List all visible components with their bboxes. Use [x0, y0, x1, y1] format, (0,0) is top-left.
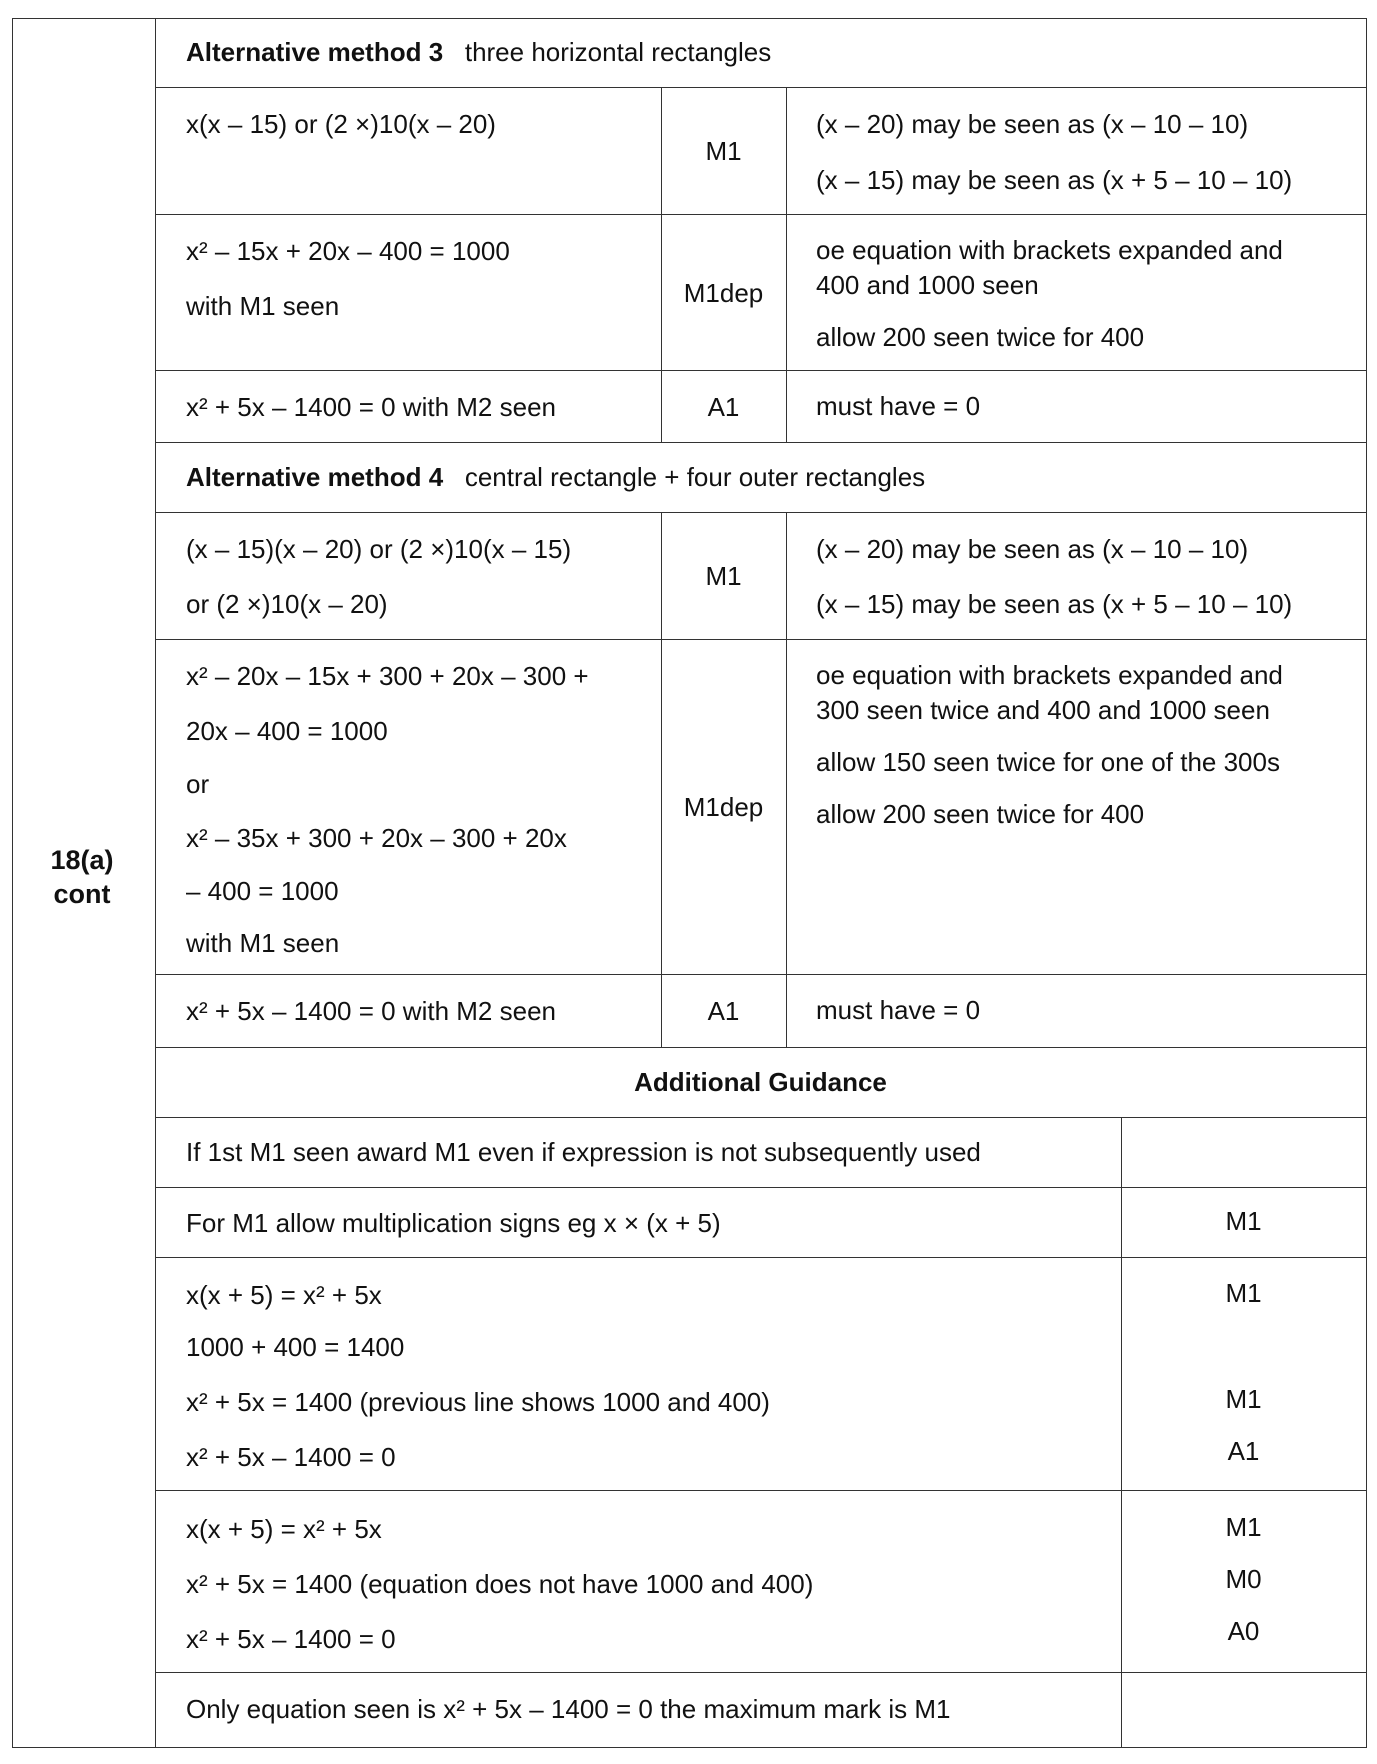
mark-code: A1 — [707, 996, 740, 1026]
comment-line: allow 150 seen twice for one of the 300s — [816, 747, 1280, 777]
row-divider — [155, 1187, 1367, 1188]
alt-method-4-description: central rectangle + four outer rectangles — [464, 462, 926, 492]
row-divider — [155, 87, 1367, 88]
guidance-line: x² + 5x – 1400 = 0 — [186, 1442, 396, 1472]
working-line: with M1 seen — [186, 928, 340, 958]
question-number — [12, 843, 152, 911]
guidance-line: x² + 5x = 1400 (equation does not have 1000 and 400) — [186, 1569, 814, 1599]
working-line: (x – 15)(x – 20) or (2 ×)10(x – 15) — [186, 534, 572, 564]
mark-column-divider — [661, 512, 662, 1047]
working-line: x² – 15x + 20x – 400 = 1000 — [186, 236, 510, 266]
guidance-line: For M1 allow multiplication signs eg x × (x + 5) — [186, 1208, 721, 1238]
table-border-bottom — [12, 1747, 1367, 1748]
row-divider — [155, 512, 1367, 513]
mark-code: M1dep — [683, 278, 764, 308]
working-line: x² + 5x – 1400 = 0 with M2 seen — [186, 392, 556, 422]
alt-method-3-title: Alternative method 3 — [186, 37, 444, 67]
row-divider — [155, 1117, 1367, 1118]
working-line: 20x – 400 = 1000 — [186, 716, 388, 746]
working-line: with M1 seen — [186, 291, 340, 321]
guidance-mark: A0 — [1227, 1616, 1260, 1646]
guidance-mark: M1 — [1225, 1384, 1262, 1414]
guidance-line: Only equation seen is x² + 5x – 1400 = 0 the maximum mark is M1 — [186, 1694, 951, 1724]
comment-column-divider — [786, 512, 787, 1047]
comment-line: (x – 20) may be seen as (x – 10 – 10) — [816, 534, 1249, 564]
guidance-mark: M0 — [1225, 1564, 1262, 1594]
working-line: x(x – 15) or (2 ×)10(x – 20) — [186, 109, 496, 139]
working-line: x² + 5x – 1400 = 0 with M2 seen — [186, 996, 556, 1026]
mark-code: M1 — [705, 561, 742, 591]
row-divider — [155, 214, 1367, 215]
comment-line: (x – 15) may be seen as (x + 5 – 10 – 10) — [816, 165, 1293, 195]
question-number-suffix: cont — [53, 879, 111, 909]
guidance-line: x² + 5x = 1400 (previous line shows 1000 and 400) — [186, 1387, 770, 1417]
question-column-divider — [155, 18, 156, 1748]
additional-guidance-heading: Additional Guidance — [634, 1067, 887, 1097]
mark-code: M1 — [705, 136, 742, 166]
guidance-line: x(x + 5) = x² + 5x — [186, 1280, 382, 1310]
comment-line: oe equation with brackets expanded and — [816, 660, 1283, 690]
question-number-label: 18(a) — [50, 845, 114, 875]
alt-method-4-title: Alternative method 4 — [186, 462, 444, 492]
comment-line: 300 seen twice and 400 and 1000 seen — [816, 695, 1270, 725]
working-line: x² – 20x – 15x + 300 + 20x – 300 + — [186, 661, 589, 691]
guidance-line: 1000 + 400 = 1400 — [186, 1332, 405, 1362]
working-line: or — [186, 769, 210, 799]
table-border-right — [1366, 18, 1367, 1748]
comment-line: allow 200 seen twice for 400 — [816, 799, 1145, 829]
guidance-mark: M1 — [1225, 1512, 1262, 1542]
alt-method-3-header — [186, 37, 771, 67]
comment-line: allow 200 seen twice for 400 — [816, 322, 1145, 352]
comment-line: must have = 0 — [816, 995, 981, 1025]
comment-line: oe equation with brackets expanded and — [816, 235, 1283, 265]
comment-line: (x – 15) may be seen as (x + 5 – 10 – 10) — [816, 589, 1293, 619]
alt-method-4-header — [186, 462, 925, 492]
comment-line: (x – 20) may be seen as (x – 10 – 10) — [816, 109, 1249, 139]
comment-column-divider — [786, 87, 787, 442]
guidance-line: If 1st M1 seen award M1 even if expression is not subsequently used — [186, 1137, 981, 1167]
guidance-mark: M1 — [1225, 1206, 1262, 1236]
comment-line: 400 and 1000 seen — [816, 270, 1039, 300]
row-divider — [155, 974, 1367, 975]
mark-code: A1 — [707, 392, 740, 422]
comment-line: must have = 0 — [816, 391, 981, 421]
row-divider — [155, 370, 1367, 371]
working-line: or (2 ×)10(x – 20) — [186, 589, 388, 619]
row-divider — [155, 1047, 1367, 1048]
table-border-top — [12, 18, 1367, 19]
guidance-mark: M1 — [1225, 1278, 1262, 1308]
row-divider — [155, 1490, 1367, 1491]
mark-code: M1dep — [683, 792, 764, 822]
working-line: – 400 = 1000 — [186, 876, 339, 906]
row-divider — [155, 1257, 1367, 1258]
row-divider — [155, 1672, 1367, 1673]
guidance-line: x(x + 5) = x² + 5x — [186, 1514, 382, 1544]
guidance-mark: A1 — [1227, 1436, 1260, 1466]
row-divider — [155, 639, 1367, 640]
alt-method-3-description: three horizontal rectangles — [464, 37, 772, 67]
guidance-line: x² + 5x – 1400 = 0 — [186, 1624, 396, 1654]
working-line: x² – 35x + 300 + 20x – 300 + 20x — [186, 823, 567, 853]
row-divider — [155, 442, 1367, 443]
